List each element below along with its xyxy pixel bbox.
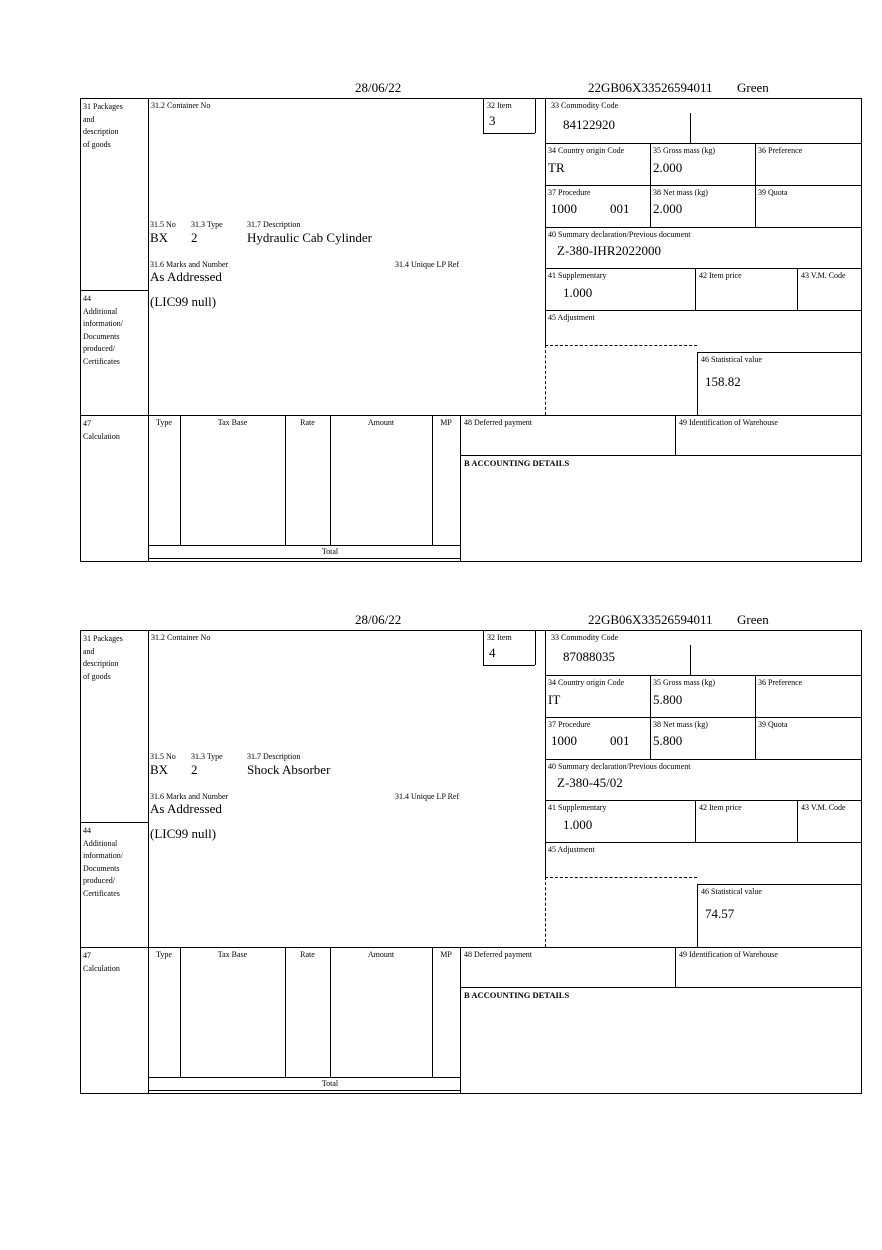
additional-information-label — [83, 825, 123, 900]
label-line: Additional — [83, 306, 118, 316]
marks-and-number-value: As Addressed — [150, 801, 222, 816]
package-no-label: 31.5 No — [150, 752, 176, 761]
item-declaration-box — [80, 98, 862, 562]
procedure-value: 1000 — [551, 733, 577, 748]
item-price-label: 42 Item price — [699, 271, 742, 280]
divider — [545, 185, 862, 186]
declaration-reference: 22GB06X33526594011 — [588, 612, 713, 627]
accounting-details-label: B ACCOUNTING DETAILS — [464, 458, 570, 468]
divider — [148, 630, 149, 1094]
divider — [180, 947, 181, 1077]
package-type-label: 31.3 Type — [191, 220, 223, 229]
label-line: 44 — [83, 294, 91, 303]
label-line: Additional — [83, 838, 118, 848]
package-no-value: BX — [150, 230, 169, 245]
divider — [545, 800, 862, 801]
label-line: and — [83, 114, 95, 124]
calc-total-label: Total — [321, 547, 339, 556]
divider — [695, 268, 696, 310]
package-type-label: 31.3 Type — [191, 752, 223, 761]
divider — [545, 877, 697, 878]
divider — [545, 98, 546, 345]
calc-col-rate: Rate — [300, 418, 315, 427]
label-line: of goods — [83, 671, 111, 681]
package-type-value: 2 — [191, 230, 198, 245]
divider — [535, 98, 536, 133]
divider — [285, 415, 286, 545]
label-line: information/ — [83, 319, 123, 328]
divider — [330, 947, 331, 1077]
goods-description-value: Hydraulic Cab Cylinder — [247, 230, 372, 245]
item-section-1 — [80, 80, 862, 562]
divider — [80, 822, 148, 823]
additional-information-value: (LIC99 null) — [150, 294, 217, 309]
marks-and-number-label: 31.6 Marks and Number — [150, 260, 229, 269]
divider — [545, 345, 697, 346]
divider — [483, 98, 484, 133]
divider — [545, 842, 862, 843]
package-type-value: 2 — [191, 762, 198, 777]
adjustment-label: 45 Adjustment — [548, 313, 595, 322]
calc-col-mp: MP — [440, 950, 452, 959]
declaration-date: 28/06/22 — [355, 612, 402, 627]
item-number-label: 32 Item — [487, 633, 512, 642]
divider — [545, 227, 862, 228]
marks-and-number-label: 31.6 Marks and Number — [150, 792, 229, 801]
divider — [483, 630, 484, 665]
divider — [545, 759, 862, 760]
divider — [797, 268, 798, 310]
divider — [432, 415, 433, 545]
calc-col-taxbase: Tax Base — [217, 950, 248, 959]
country-origin-value: IT — [548, 692, 561, 707]
item-declaration-box — [80, 630, 862, 1094]
label-line: Documents — [83, 863, 120, 873]
divider — [545, 268, 862, 269]
packages-description-label — [83, 633, 123, 683]
label-line: description — [83, 127, 119, 136]
calc-col-amount: Amount — [367, 418, 395, 427]
divider — [690, 645, 691, 675]
divider — [148, 558, 460, 559]
divider — [675, 947, 676, 987]
label-line: Calculation — [83, 963, 120, 973]
country-origin-value: TR — [548, 160, 565, 175]
calc-col-taxbase: Tax Base — [217, 418, 248, 427]
gross-mass-value: 2.000 — [653, 160, 683, 175]
statistical-value-label: 46 Statistical value — [701, 355, 762, 364]
label-line: Certificates — [83, 888, 120, 898]
divider — [697, 352, 862, 353]
divider — [675, 415, 676, 455]
unique-lp-ref-label: 31.4 Unique LP Ref — [395, 260, 460, 269]
label-line: description — [83, 659, 119, 668]
unique-lp-ref-label: 31.4 Unique LP Ref — [395, 792, 460, 801]
warehouse-id-label: 49 Identification of Warehouse — [679, 950, 778, 959]
divider — [545, 310, 862, 311]
divider — [80, 290, 148, 291]
calc-col-amount: Amount — [367, 950, 395, 959]
previous-document-label: 40 Summary declaration/Previous document — [548, 230, 691, 239]
divider — [148, 545, 460, 546]
procedure-label: 37 Procedure — [548, 720, 591, 729]
previous-document-value: Z-380-IHR2022000 — [557, 243, 661, 258]
vm-code-label: 43 V.M. Code — [801, 271, 846, 280]
label-line: Calculation — [83, 431, 120, 441]
deferred-payment-label: 48 Deferred payment — [464, 418, 532, 427]
quota-label: 39 Quota — [758, 720, 788, 729]
divider — [460, 455, 862, 456]
calc-total-label: Total — [321, 1079, 339, 1088]
label-line: Documents — [83, 331, 120, 341]
accounting-details-label: B ACCOUNTING DETAILS — [464, 990, 570, 1000]
previous-document-label: 40 Summary declaration/Previous document — [548, 762, 691, 771]
divider — [460, 415, 461, 562]
supplementary-value: 1.000 — [563, 817, 593, 832]
label-line: 47 — [83, 951, 91, 960]
label-line: and — [83, 646, 95, 656]
label-line: 44 — [83, 826, 91, 835]
routing-status: Green — [737, 612, 769, 627]
item-number-value: 4 — [489, 645, 496, 660]
statistical-value-label: 46 Statistical value — [701, 887, 762, 896]
net-mass-value: 5.800 — [653, 733, 683, 748]
divider — [545, 675, 862, 676]
item-number-value: 3 — [489, 113, 496, 128]
gross-mass-value: 5.800 — [653, 692, 683, 707]
divider — [545, 877, 546, 947]
supplementary-value: 1.000 — [563, 285, 593, 300]
previous-document-value: Z-380-45/02 — [557, 775, 623, 790]
divider — [697, 352, 698, 415]
divider — [690, 113, 691, 143]
gross-mass-label: 35 Gross mass (kg) — [653, 146, 715, 155]
container-no-label: 31.2 Container No — [151, 101, 211, 110]
divider — [460, 987, 862, 988]
label-line: 31 Packages — [83, 102, 123, 111]
divider — [545, 345, 546, 415]
divider — [483, 133, 535, 134]
net-mass-value: 2.000 — [653, 201, 683, 216]
divider — [80, 947, 862, 948]
label-line: Certificates — [83, 356, 120, 366]
calc-col-type: Type — [156, 950, 172, 959]
net-mass-label: 38 Net mass (kg) — [653, 188, 708, 197]
item-section-2 — [80, 612, 862, 1094]
procedure-value: 1000 — [551, 201, 577, 216]
calc-col-mp: MP — [440, 418, 452, 427]
preference-label: 36 Preference — [758, 146, 803, 155]
supplementary-label: 41 Supplementary — [548, 803, 607, 812]
divider — [80, 415, 862, 416]
divider — [180, 415, 181, 545]
commodity-code-label: 33 Commodity Code — [551, 633, 619, 642]
divider — [330, 415, 331, 545]
divider — [285, 947, 286, 1077]
package-no-label: 31.5 No — [150, 220, 176, 229]
packages-description-label — [83, 101, 123, 151]
declaration-date: 28/06/22 — [355, 80, 402, 95]
warehouse-id-label: 49 Identification of Warehouse — [679, 418, 778, 427]
additional-information-label — [83, 293, 123, 368]
calc-col-rate: Rate — [300, 950, 315, 959]
divider — [697, 884, 698, 947]
package-no-value: BX — [150, 762, 169, 777]
calculation-label — [83, 418, 120, 443]
goods-description-value: Shock Absorber — [247, 762, 331, 777]
calculation-label — [83, 950, 120, 975]
divider — [460, 947, 461, 1094]
additional-information-value: (LIC99 null) — [150, 826, 217, 841]
supplementary-label: 41 Supplementary — [548, 271, 607, 280]
calc-col-type: Type — [156, 418, 172, 427]
goods-description-label: 31.7 Description — [247, 220, 301, 229]
goods-description-label: 31.7 Description — [247, 752, 301, 761]
divider — [545, 143, 862, 144]
divider — [695, 800, 696, 842]
commodity-code-label: 33 Commodity Code — [551, 101, 619, 110]
marks-and-number-value: As Addressed — [150, 269, 222, 284]
net-mass-label: 38 Net mass (kg) — [653, 720, 708, 729]
label-line: of goods — [83, 139, 111, 149]
divider — [483, 665, 535, 666]
divider — [535, 630, 536, 665]
divider — [545, 717, 862, 718]
divider — [432, 947, 433, 1077]
commodity-code-value: 87088035 — [563, 649, 615, 664]
statistical-value: 74.57 — [705, 906, 735, 921]
divider — [697, 884, 862, 885]
label-line: information/ — [83, 851, 123, 860]
country-origin-label: 34 Country origin Code — [548, 146, 625, 155]
quota-label: 39 Quota — [758, 188, 788, 197]
divider — [148, 98, 149, 562]
statistical-value: 158.82 — [705, 374, 741, 389]
country-origin-label: 34 Country origin Code — [548, 678, 625, 687]
declaration-reference: 22GB06X33526594011 — [588, 80, 713, 95]
divider — [148, 1077, 460, 1078]
vm-code-label: 43 V.M. Code — [801, 803, 846, 812]
procedure-label: 37 Procedure — [548, 188, 591, 197]
divider — [148, 1090, 460, 1091]
divider — [545, 630, 546, 877]
procedure-extra-value: 001 — [610, 733, 630, 748]
adjustment-label: 45 Adjustment — [548, 845, 595, 854]
label-line: produced/ — [83, 344, 115, 353]
item-price-label: 42 Item price — [699, 803, 742, 812]
item-number-label: 32 Item — [487, 101, 512, 110]
divider — [797, 800, 798, 842]
container-no-label: 31.2 Container No — [151, 633, 211, 642]
deferred-payment-label: 48 Deferred payment — [464, 950, 532, 959]
procedure-extra-value: 001 — [610, 201, 630, 216]
commodity-code-value: 84122920 — [563, 117, 615, 132]
label-line: 31 Packages — [83, 634, 123, 643]
label-line: 47 — [83, 419, 91, 428]
label-line: produced/ — [83, 876, 115, 885]
preference-label: 36 Preference — [758, 678, 803, 687]
routing-status: Green — [737, 80, 769, 95]
gross-mass-label: 35 Gross mass (kg) — [653, 678, 715, 687]
